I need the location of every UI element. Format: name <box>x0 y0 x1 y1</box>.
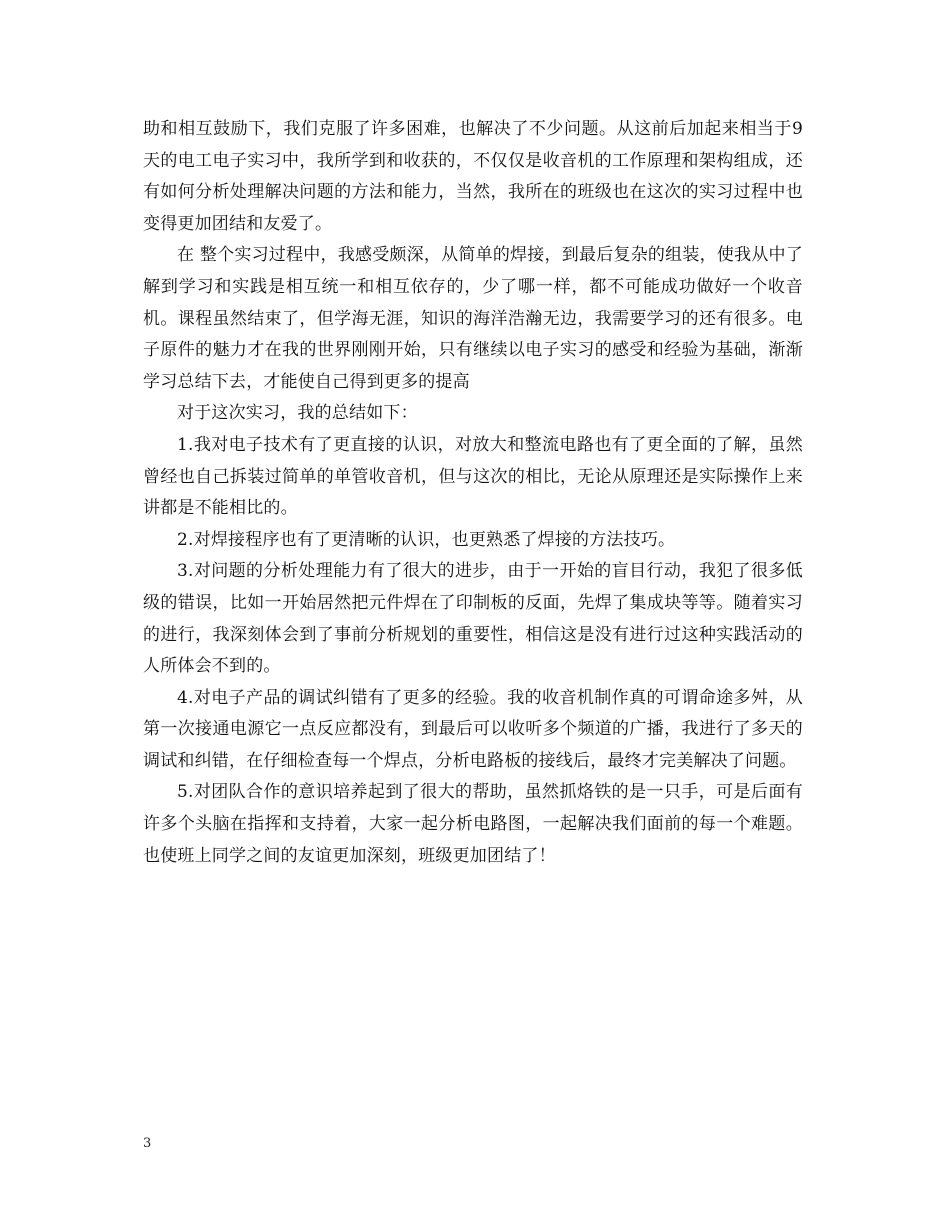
paragraph-point-1: 1.我对电子技术有了更直接的认识，对放大和整流电路也有了更全面的了解，虽然曾经也自己拆装过简单的单管收音机，但与这次的相比，无论从原理还是实际操作上来讲都是不能相比的。 <box>143 434 803 519</box>
paragraph-point-2: 2.对焊接程序也有了更清晰的认识，也更熟悉了焊接的方法技巧。 <box>177 529 676 550</box>
document-body <box>143 114 803 872</box>
paragraph-reflection: 在 整个实习过程中，我感受颇深，从简单的焊接，到最后复杂的组装，使我从中了解到学习和实践是相互统一和相互依存的，少了哪一样，都不可能成功做好一个收音机。课程虽然结束了，但学海无涯，知识的海洋浩瀚无边，我需要学习的还有很多。电子原件的魅力才在我的世界刚刚开始，只有继续以电子实习的感受和经验为基础，渐渐学习总结下去，才能使自己得到更多的提高 <box>143 245 803 392</box>
paragraph-summary-intro: 对于这次实习，我的总结如下： <box>177 403 418 424</box>
page-number: 3 <box>143 1136 152 1151</box>
paragraph-continuation: 助和相互鼓励下，我们克服了许多困难，也解决了不少问题。从这前后加起来相当于9天的电工电子实习中，我所学到和收获的，不仅仅是收音机的工作原理和架构组成，还有如何分析处理解决问题的方法和能力，当然，我所在的班级也在这次的实习过程中也变得更加团结和友爱了。 <box>143 119 803 234</box>
paragraph-point-4: 4.对电子产品的调试纠错有了更多的经验。我的收音机制作真的可谓命途多舛，从第一次接通电源它一点反应都没有，到最后可以收听多个频道的广播，我进行了多天的调试和纠错，在仔细检查每一个焊点，分析电路板的接线后，最终才完美解决了问题。 <box>143 687 803 771</box>
paragraph-point-3: 3.对问题的分析处理能力有了很大的进步，由于一开始的盲目行动，我犯了很多低级的错误，比如一开始居然把元件焊在了印制板的反面，先焊了集成块等等。随着实习的进行，我深刻体会到了事前分析规划的重要性，相信这是没有进行过这种实践活动的人所体会不到的。 <box>143 561 803 677</box>
paragraph-point-5: 5.对团队合作的意识培养起到了很大的帮助，虽然抓烙铁的是一只手，可是后面有许多个头脑在指挥和支持着，大家一起分析电路图，一起解决我们面前的每一个难题。也使班上同学之间的友谊更加深刻，班级更加团结了！ <box>143 782 803 866</box>
